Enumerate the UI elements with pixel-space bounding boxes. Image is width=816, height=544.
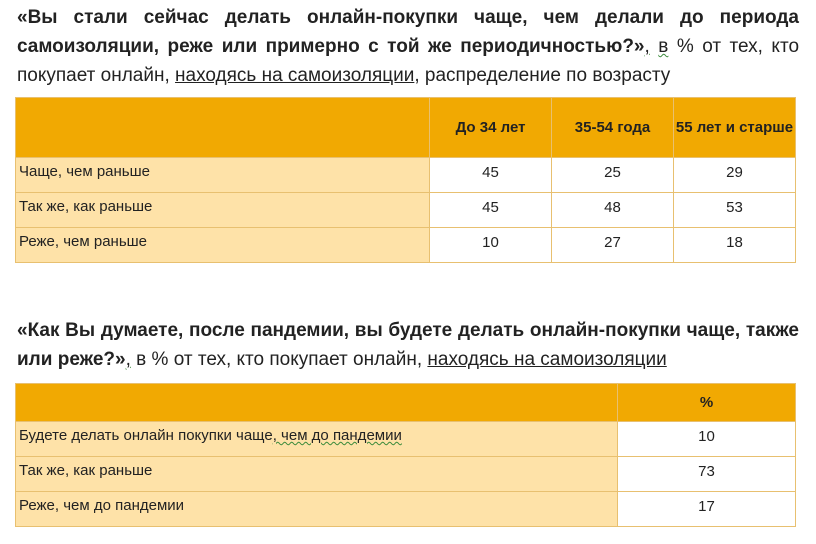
table-row <box>16 492 796 527</box>
future-purchases-table <box>15 383 796 527</box>
table-cell: 29 <box>674 158 796 193</box>
question-1-underlined-text: находясь на самоизоляции <box>175 65 415 86</box>
table-header-row <box>16 384 796 422</box>
column-header-35-54: 35-54 года <box>552 98 674 158</box>
question-2-base-text: в % от тех, кто покупает онлайн, <box>130 349 428 370</box>
question-1-tail-text: , распределение по возрасту <box>414 65 671 86</box>
table-row <box>16 422 796 457</box>
heading-question-2 <box>17 316 799 374</box>
table-cell: 48 <box>552 193 674 228</box>
question-1-text: «Вы стали сейчас делать онлайн-покупки чаще, чем делали до периода самоизоляции, реже или примерно с той же периодичностью?» <box>17 7 799 57</box>
question-1-comma: , <box>644 36 650 57</box>
age-distribution-table <box>15 97 796 263</box>
table-cell: 25 <box>552 158 674 193</box>
row-label <box>16 422 618 457</box>
table-cell: 17 <box>618 492 796 527</box>
row-label: Так же, как раньше <box>16 457 618 492</box>
row-label: Реже, чем раньше <box>16 228 430 263</box>
row-label: Реже, чем до пандемии <box>16 492 618 527</box>
table-header-blank <box>16 98 430 158</box>
table-cell: 45 <box>430 193 552 228</box>
question-2-underlined-text: находясь на самоизоляции <box>427 349 667 370</box>
table-header-row <box>16 98 796 158</box>
table-cell: 18 <box>674 228 796 263</box>
column-header-percent: % <box>618 384 796 422</box>
row-label: Чаще, чем раньше <box>16 158 430 193</box>
table-row <box>16 193 796 228</box>
question-2-comma: , <box>125 349 131 370</box>
table-cell: 45 <box>430 158 552 193</box>
table-cell: 10 <box>618 422 796 457</box>
question-1-in-word: в <box>658 36 669 57</box>
question-1-base-text: % от тех, кто покупает онлайн, <box>17 36 800 86</box>
column-header-55-plus: 55 лет и старше <box>674 98 796 158</box>
row-label-part-a: Будете делать онлайн покупки чаще <box>19 427 273 444</box>
column-header-under-34: До 34 лет <box>430 98 552 158</box>
table-cell: 27 <box>552 228 674 263</box>
table-header-blank <box>16 384 618 422</box>
table-row <box>16 228 796 263</box>
table-row <box>16 158 796 193</box>
row-label-part-b: , чем до пандемии <box>272 427 402 444</box>
row-label: Так же, как раньше <box>16 193 430 228</box>
heading-question-1 <box>17 3 799 90</box>
table-cell: 53 <box>674 193 796 228</box>
question-2-text: «Как Вы думаете, после пандемии, вы будете делать онлайн-покупки чаще, также или реже?» <box>17 320 799 370</box>
table-row <box>16 457 796 492</box>
table-cell: 73 <box>618 457 796 492</box>
table-cell: 10 <box>430 228 552 263</box>
